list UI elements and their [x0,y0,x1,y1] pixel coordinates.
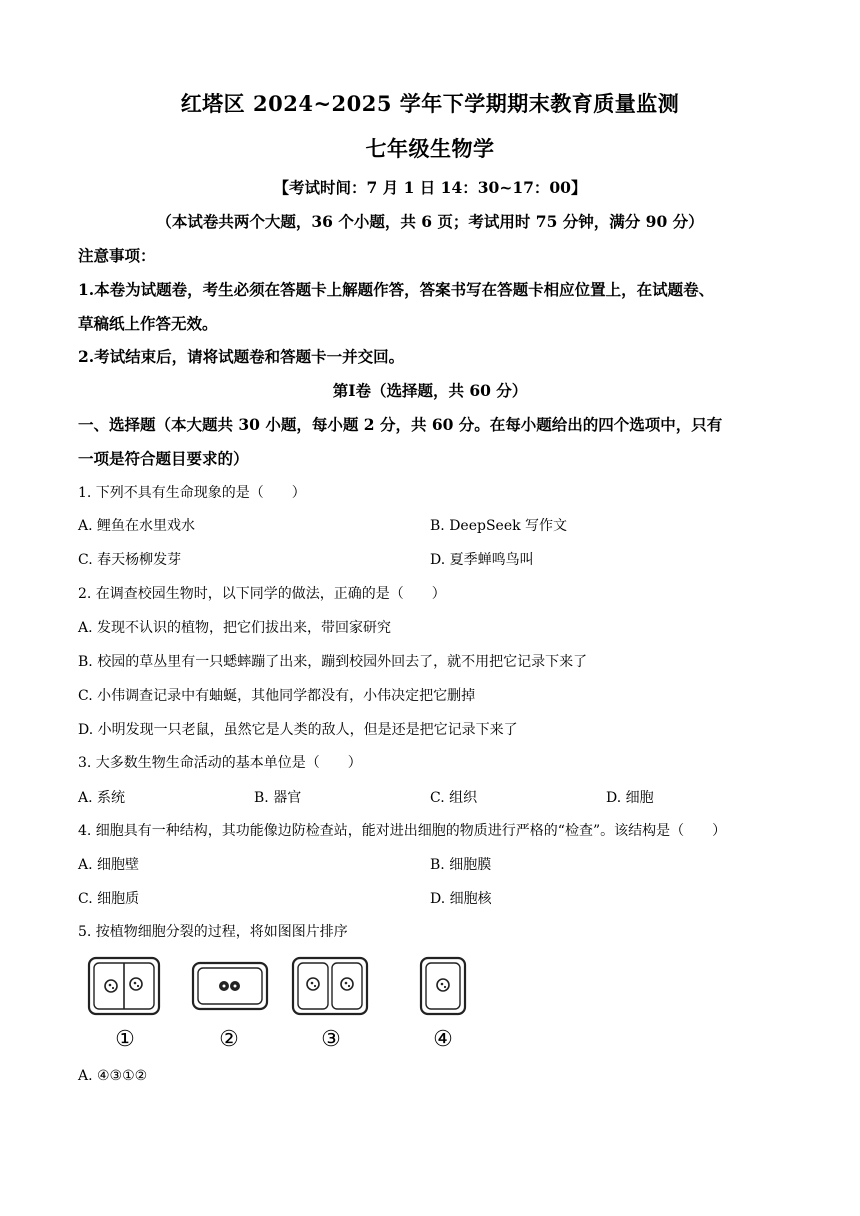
q3-option-b[interactable]: B. 器官 [254,790,302,806]
cell-label-2: ② [219,1027,239,1052]
q5-option-a[interactable]: A. ④③①② [78,1068,148,1084]
cell-figure-2 [190,955,270,1017]
q4-option-d[interactable]: D. 细胞核 [430,891,492,907]
q2-stem: 2. 在调查校园生物时，以下同学的做法，正确的是（ ） [78,586,446,602]
exam-info: （本试卷共两个大题，36 个小题，共 6 页；考试用时 75 分钟，满分 90 分） [156,212,704,231]
q4-option-a[interactable]: A. 细胞壁 [78,857,140,873]
q2-option-a[interactable]: A. 发现不认识的植物，把它们拔出来，带回家研究 [78,620,392,636]
section-heading-line2: 一项是符合题目要求的） [78,449,249,468]
q1-option-a[interactable]: A. 鲤鱼在水里戏水 [78,518,196,534]
cell-figure-3 [290,955,370,1017]
cell-label-3: ③ [321,1027,341,1052]
notes-heading: 注意事项： [78,246,156,265]
q4-option-b[interactable]: B. 细胞膜 [430,857,492,873]
q4-stem: 4. 细胞具有一种结构，其功能像边防检查站，能对进出细胞的物质进行严格的“检查”。该结构是（ ） [78,823,727,839]
q2-option-d[interactable]: D. 小明发现一只老鼠，虽然它是人类的敌人，但是还是把它记录下来了 [78,722,518,738]
exam-subtitle: 七年级生物学 [365,136,495,161]
exam-title: 红塔区 2024~2025 学年下学期期末教育质量监测 [180,91,680,116]
cell-figure-1 [86,955,162,1017]
notes-item1-line2: 草稿纸上作答无效。 [78,314,218,333]
cell-figure-4 [418,955,468,1017]
exam-time: 【考试时间：7 月 1 日 14：30~17：00】 [273,178,587,197]
notes-item2: 2.考试结束后，请将试题卷和答题卡一并交回。 [78,347,405,366]
q3-option-d[interactable]: D. 细胞 [606,790,654,806]
q1-option-d[interactable]: D. 夏季蝉鸣鸟叫 [430,552,534,568]
q1-stem: 1. 下列不具有生命现象的是（ ） [78,485,306,501]
q3-option-c[interactable]: C. 组织 [430,790,478,806]
q4-option-c[interactable]: C. 细胞质 [78,891,140,907]
q3-option-a[interactable]: A. 系统 [78,790,126,806]
volume-title: 第Ⅰ卷（选择题，共 60 分） [332,381,528,400]
q1-option-c[interactable]: C. 春天杨柳发芽 [78,552,182,568]
cell-label-1: ① [115,1027,135,1052]
notes-item1-line1: 1.本卷为试题卷，考生必须在答题卡上解题作答，答案书写在答题卡相应位置上，在试题卷、 [78,280,715,299]
q3-stem: 3. 大多数生物生命活动的基本单位是（ ） [78,755,362,771]
q2-option-b[interactable]: B. 校园的草丛里有一只蟋蟀蹦了出来，蹦到校园外回去了，就不用把它记录下来了 [78,654,588,670]
q5-stem: 5. 按植物细胞分裂的过程，将如图图片排序 [78,924,348,940]
q2-option-c[interactable]: C. 小伟调查记录中有蚰蜒，其他同学都没有，小伟决定把它删掉 [78,688,476,704]
cell-label-4: ④ [433,1027,453,1052]
q1-option-b[interactable]: B. DeepSeek 写作文 [430,518,568,534]
section-heading-line1: 一、选择题（本大题共 30 小题，每小题 2 分，共 60 分。在每小题给出的四个选项中，只有 [78,415,723,434]
cell-division-figure [82,955,482,1055]
